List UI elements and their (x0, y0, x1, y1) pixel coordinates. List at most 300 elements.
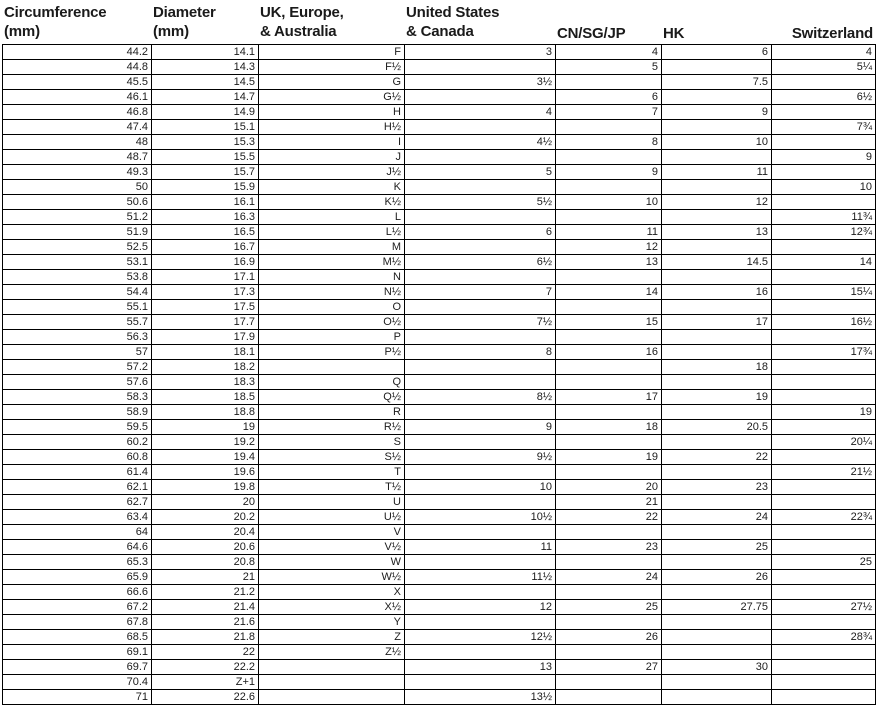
table-row (3, 360, 876, 375)
cell-circumference_mm: 64.6 (3, 540, 152, 555)
cell-diameter_mm: 15.7 (152, 165, 259, 180)
cell-diameter_mm: 15.9 (152, 180, 259, 195)
cell-uk_europe_australia: K (259, 180, 405, 195)
table-row (3, 600, 876, 615)
cell-us_canada (405, 405, 556, 420)
cell-circumference_mm: 67.8 (3, 615, 152, 630)
cell-diameter_mm: 16.9 (152, 255, 259, 270)
table-row (3, 285, 876, 300)
cell-uk_europe_australia: S (259, 435, 405, 450)
cell-diameter_mm: 16.1 (152, 195, 259, 210)
table-row (3, 180, 876, 195)
cell-uk_europe_australia: M½ (259, 255, 405, 270)
cell-diameter_mm: 18.3 (152, 375, 259, 390)
table-row (3, 195, 876, 210)
cell-diameter_mm: 17.7 (152, 315, 259, 330)
cell-diameter_mm: 14.1 (152, 45, 259, 60)
cell-us_canada: 7½ (405, 315, 556, 330)
cell-switzerland: 10 (772, 180, 876, 195)
cell-us_canada (405, 675, 556, 690)
cell-hk: 16 (662, 285, 772, 300)
cell-us_canada: 11½ (405, 570, 556, 585)
cell-switzerland (772, 570, 876, 585)
cell-hk (662, 645, 772, 660)
table-row (3, 510, 876, 525)
cell-diameter_mm: 16.7 (152, 240, 259, 255)
cell-cn_sg_jp: 14 (556, 285, 662, 300)
cell-circumference_mm: 59.5 (3, 420, 152, 435)
cell-cn_sg_jp (556, 690, 662, 705)
cell-hk (662, 120, 772, 135)
cell-diameter_mm: 21 (152, 570, 259, 585)
cell-hk: 19 (662, 390, 772, 405)
cell-hk: 26 (662, 570, 772, 585)
cell-hk (662, 180, 772, 195)
table-row (3, 210, 876, 225)
cell-switzerland (772, 270, 876, 285)
cell-cn_sg_jp (556, 675, 662, 690)
cell-circumference_mm: 49.3 (3, 165, 152, 180)
cell-uk_europe_australia: H (259, 105, 405, 120)
cell-uk_europe_australia: K½ (259, 195, 405, 210)
header-diameter (151, 0, 258, 44)
cell-us_canada: 5 (405, 165, 556, 180)
cell-switzerland (772, 240, 876, 255)
cell-circumference_mm: 71 (3, 690, 152, 705)
header-hk-label: HK (663, 25, 685, 42)
cell-circumference_mm: 58.3 (3, 390, 152, 405)
cell-switzerland: 17¾ (772, 345, 876, 360)
cell-switzerland: 14 (772, 255, 876, 270)
cell-uk_europe_australia: Q (259, 375, 405, 390)
table-row (3, 150, 876, 165)
cell-circumference_mm: 65.9 (3, 570, 152, 585)
cell-uk_europe_australia: J (259, 150, 405, 165)
table-row (3, 120, 876, 135)
cell-switzerland: 6½ (772, 90, 876, 105)
cell-cn_sg_jp: 16 (556, 345, 662, 360)
cell-switzerland (772, 300, 876, 315)
cell-circumference_mm: 48.7 (3, 150, 152, 165)
cell-us_canada (405, 465, 556, 480)
cell-us_canada: 3½ (405, 75, 556, 90)
header-cnsgjp-label: CN/SG/JP (557, 25, 626, 42)
header-circumference (2, 0, 151, 44)
cell-uk_europe_australia: P½ (259, 345, 405, 360)
cell-circumference_mm: 58.9 (3, 405, 152, 420)
cell-switzerland (772, 540, 876, 555)
cell-diameter_mm: 22.6 (152, 690, 259, 705)
cell-switzerland (772, 330, 876, 345)
cell-circumference_mm: 68.5 (3, 630, 152, 645)
cell-uk_europe_australia: Z (259, 630, 405, 645)
cell-diameter_mm: 18.5 (152, 390, 259, 405)
cell-hk (662, 525, 772, 540)
table-row (3, 105, 876, 120)
cell-cn_sg_jp (556, 585, 662, 600)
cell-cn_sg_jp (556, 270, 662, 285)
cell-diameter_mm: 22.2 (152, 660, 259, 675)
cell-uk_europe_australia: P (259, 330, 405, 345)
cell-hk (662, 615, 772, 630)
table-row (3, 300, 876, 315)
cell-circumference_mm: 57 (3, 345, 152, 360)
cell-switzerland (772, 105, 876, 120)
cell-circumference_mm: 56.3 (3, 330, 152, 345)
table-row (3, 450, 876, 465)
cell-switzerland: 25 (772, 555, 876, 570)
cell-switzerland: 22¾ (772, 510, 876, 525)
table-row (3, 255, 876, 270)
cell-switzerland: 7¾ (772, 120, 876, 135)
cell-uk_europe_australia: O (259, 300, 405, 315)
cell-hk (662, 330, 772, 345)
cell-hk: 6 (662, 45, 772, 60)
cell-uk_europe_australia: W½ (259, 570, 405, 585)
cell-cn_sg_jp (556, 465, 662, 480)
cell-switzerland (772, 660, 876, 675)
cell-switzerland (772, 675, 876, 690)
cell-cn_sg_jp (556, 525, 662, 540)
table-header-row (2, 0, 875, 44)
cell-us_canada (405, 180, 556, 195)
cell-us_canada: 4 (405, 105, 556, 120)
cell-uk_europe_australia: R½ (259, 420, 405, 435)
cell-uk_europe_australia: Z½ (259, 645, 405, 660)
cell-hk (662, 495, 772, 510)
cell-switzerland (772, 585, 876, 600)
cell-hk (662, 300, 772, 315)
cell-cn_sg_jp: 7 (556, 105, 662, 120)
cell-us_canada: 6 (405, 225, 556, 240)
table-row (3, 240, 876, 255)
cell-us_canada (405, 330, 556, 345)
cell-switzerland (772, 375, 876, 390)
cell-switzerland (772, 525, 876, 540)
cell-diameter_mm: 20.4 (152, 525, 259, 540)
cell-diameter_mm: 22 (152, 645, 259, 660)
cell-switzerland (772, 420, 876, 435)
cell-cn_sg_jp (556, 375, 662, 390)
cell-cn_sg_jp (556, 555, 662, 570)
cell-switzerland (772, 480, 876, 495)
cell-circumference_mm: 53.1 (3, 255, 152, 270)
header-us-line1: United States (406, 4, 500, 21)
cell-circumference_mm: 64 (3, 525, 152, 540)
cell-us_canada (405, 645, 556, 660)
cell-uk_europe_australia: T (259, 465, 405, 480)
cell-circumference_mm: 61.4 (3, 465, 152, 480)
cell-diameter_mm: 19 (152, 420, 259, 435)
cell-uk_europe_australia (259, 360, 405, 375)
cell-uk_europe_australia (259, 690, 405, 705)
cell-diameter_mm: 21.4 (152, 600, 259, 615)
cell-us_canada (405, 210, 556, 225)
cell-us_canada: 7 (405, 285, 556, 300)
cell-diameter_mm: 14.5 (152, 75, 259, 90)
cell-diameter_mm: 20.8 (152, 555, 259, 570)
cell-us_canada: 12½ (405, 630, 556, 645)
table-row (3, 390, 876, 405)
cell-circumference_mm: 47.4 (3, 120, 152, 135)
cell-uk_europe_australia: N (259, 270, 405, 285)
cell-circumference_mm: 62.7 (3, 495, 152, 510)
cell-uk_europe_australia (259, 660, 405, 675)
cell-hk: 24 (662, 510, 772, 525)
cell-switzerland: 28¾ (772, 630, 876, 645)
table-row (3, 330, 876, 345)
cell-cn_sg_jp (556, 75, 662, 90)
cell-switzerland (772, 195, 876, 210)
cell-hk: 17 (662, 315, 772, 330)
table-row (3, 315, 876, 330)
header-us-line2: & Canada (406, 23, 474, 40)
cell-cn_sg_jp (556, 645, 662, 660)
cell-hk (662, 585, 772, 600)
cell-uk_europe_australia: R (259, 405, 405, 420)
cell-circumference_mm: 60.2 (3, 435, 152, 450)
cell-cn_sg_jp: 17 (556, 390, 662, 405)
cell-us_canada (405, 60, 556, 75)
cell-hk: 22 (662, 450, 772, 465)
cell-uk_europe_australia: Y (259, 615, 405, 630)
cell-switzerland: 27½ (772, 600, 876, 615)
cell-uk_europe_australia: F (259, 45, 405, 60)
cell-us_canada: 4½ (405, 135, 556, 150)
cell-uk_europe_australia: V½ (259, 540, 405, 555)
cell-switzerland: 20¼ (772, 435, 876, 450)
cell-circumference_mm: 52.5 (3, 240, 152, 255)
cell-diameter_mm: 21.6 (152, 615, 259, 630)
cell-circumference_mm: 55.7 (3, 315, 152, 330)
cell-circumference_mm: 51.9 (3, 225, 152, 240)
cell-hk: 27.75 (662, 600, 772, 615)
cell-hk: 20.5 (662, 420, 772, 435)
cell-uk_europe_australia: G (259, 75, 405, 90)
cell-switzerland (772, 450, 876, 465)
table-row (3, 675, 876, 690)
cell-hk: 23 (662, 480, 772, 495)
cell-circumference_mm: 70.4 (3, 675, 152, 690)
table-row (3, 585, 876, 600)
cell-hk: 11 (662, 165, 772, 180)
cell-cn_sg_jp (556, 360, 662, 375)
cell-diameter_mm: 15.3 (152, 135, 259, 150)
cell-diameter_mm: 21.8 (152, 630, 259, 645)
cell-circumference_mm: 46.8 (3, 105, 152, 120)
cell-us_canada (405, 585, 556, 600)
cell-uk_europe_australia: S½ (259, 450, 405, 465)
table-row (3, 570, 876, 585)
cell-circumference_mm: 45.5 (3, 75, 152, 90)
cell-circumference_mm: 69.7 (3, 660, 152, 675)
cell-uk_europe_australia: O½ (259, 315, 405, 330)
cell-circumference_mm: 57.2 (3, 360, 152, 375)
cell-hk: 30 (662, 660, 772, 675)
cell-circumference_mm: 44.8 (3, 60, 152, 75)
cell-hk (662, 690, 772, 705)
cell-us_canada: 10 (405, 480, 556, 495)
cell-cn_sg_jp: 19 (556, 450, 662, 465)
cell-hk (662, 150, 772, 165)
table-row (3, 615, 876, 630)
cell-diameter_mm: 21.2 (152, 585, 259, 600)
cell-cn_sg_jp (556, 180, 662, 195)
cell-us_canada: 13 (405, 660, 556, 675)
cell-diameter_mm: 18.1 (152, 345, 259, 360)
cell-cn_sg_jp: 10 (556, 195, 662, 210)
cell-us_canada (405, 375, 556, 390)
cell-cn_sg_jp (556, 120, 662, 135)
table-row (3, 345, 876, 360)
cell-us_canada (405, 555, 556, 570)
cell-cn_sg_jp: 12 (556, 240, 662, 255)
table-row (3, 90, 876, 105)
table-body (3, 45, 876, 705)
cell-uk_europe_australia: U½ (259, 510, 405, 525)
cell-us_canada (405, 240, 556, 255)
cell-switzerland (772, 615, 876, 630)
table-row (3, 660, 876, 675)
cell-us_canada: 8½ (405, 390, 556, 405)
cell-cn_sg_jp: 4 (556, 45, 662, 60)
cell-us_canada: 9 (405, 420, 556, 435)
cell-cn_sg_jp: 15 (556, 315, 662, 330)
cell-hk (662, 630, 772, 645)
cell-diameter_mm: 18.8 (152, 405, 259, 420)
cell-hk (662, 435, 772, 450)
cell-uk_europe_australia: V (259, 525, 405, 540)
cell-diameter_mm: 16.5 (152, 225, 259, 240)
cell-cn_sg_jp: 24 (556, 570, 662, 585)
cell-hk (662, 465, 772, 480)
cell-diameter_mm: 19.8 (152, 480, 259, 495)
table-row (3, 165, 876, 180)
cell-circumference_mm: 60.8 (3, 450, 152, 465)
cell-cn_sg_jp (556, 435, 662, 450)
cell-cn_sg_jp: 5 (556, 60, 662, 75)
cell-cn_sg_jp (556, 615, 662, 630)
cell-diameter_mm: 20.2 (152, 510, 259, 525)
cell-hk: 7.5 (662, 75, 772, 90)
cell-cn_sg_jp: 22 (556, 510, 662, 525)
cell-diameter_mm: 17.9 (152, 330, 259, 345)
cell-uk_europe_australia: U (259, 495, 405, 510)
cell-us_canada (405, 615, 556, 630)
cell-cn_sg_jp (556, 405, 662, 420)
table-row (3, 420, 876, 435)
cell-hk (662, 345, 772, 360)
header-circumference-line2: (mm) (4, 23, 40, 40)
table-row (3, 630, 876, 645)
cell-cn_sg_jp (556, 330, 662, 345)
cell-switzerland: 16½ (772, 315, 876, 330)
table-row (3, 495, 876, 510)
cell-uk_europe_australia: T½ (259, 480, 405, 495)
table-row (3, 465, 876, 480)
cell-cn_sg_jp: 6 (556, 90, 662, 105)
cell-uk_europe_australia: H½ (259, 120, 405, 135)
cell-cn_sg_jp: 13 (556, 255, 662, 270)
ring-size-table (2, 44, 876, 705)
cell-diameter_mm: 20.6 (152, 540, 259, 555)
cell-circumference_mm: 48 (3, 135, 152, 150)
cell-uk_europe_australia: X½ (259, 600, 405, 615)
cell-switzerland: 19 (772, 405, 876, 420)
cell-hk: 12 (662, 195, 772, 210)
cell-cn_sg_jp (556, 210, 662, 225)
cell-hk (662, 270, 772, 285)
table-row (3, 60, 876, 75)
cell-us_canada (405, 360, 556, 375)
cell-switzerland: 4 (772, 45, 876, 60)
cell-switzerland (772, 690, 876, 705)
table-row (3, 270, 876, 285)
cell-diameter_mm: 17.1 (152, 270, 259, 285)
cell-diameter_mm: 19.2 (152, 435, 259, 450)
cell-cn_sg_jp: 18 (556, 420, 662, 435)
cell-uk_europe_australia (259, 675, 405, 690)
cell-diameter_mm: 19.6 (152, 465, 259, 480)
cell-uk_europe_australia: J½ (259, 165, 405, 180)
cell-switzerland: 5¼ (772, 60, 876, 75)
cell-circumference_mm: 54.4 (3, 285, 152, 300)
cell-diameter_mm: Z+1 (152, 675, 259, 690)
cell-switzerland: 11¾ (772, 210, 876, 225)
cell-cn_sg_jp: 9 (556, 165, 662, 180)
cell-uk_europe_australia: G½ (259, 90, 405, 105)
cell-hk: 25 (662, 540, 772, 555)
cell-circumference_mm: 67.2 (3, 600, 152, 615)
cell-diameter_mm: 15.1 (152, 120, 259, 135)
cell-cn_sg_jp (556, 300, 662, 315)
cell-circumference_mm: 51.2 (3, 210, 152, 225)
cell-uk_europe_australia: F½ (259, 60, 405, 75)
cell-switzerland: 15¼ (772, 285, 876, 300)
table-row (3, 435, 876, 450)
cell-diameter_mm: 14.9 (152, 105, 259, 120)
cell-us_canada (405, 525, 556, 540)
cell-cn_sg_jp: 27 (556, 660, 662, 675)
cell-circumference_mm: 57.6 (3, 375, 152, 390)
cell-uk_europe_australia: L½ (259, 225, 405, 240)
header-circumference-line1: Circumference (4, 4, 107, 21)
cell-us_canada: 5½ (405, 195, 556, 210)
cell-hk: 18 (662, 360, 772, 375)
header-us-canada (404, 0, 555, 44)
cell-switzerland (772, 360, 876, 375)
header-uk-europe-australia (258, 0, 404, 44)
cell-diameter_mm: 17.3 (152, 285, 259, 300)
cell-switzerland: 12¾ (772, 225, 876, 240)
header-switzerland-label: Switzerland (791, 25, 873, 42)
header-uk-line2: & Australia (260, 23, 337, 40)
cell-diameter_mm: 14.7 (152, 90, 259, 105)
cell-circumference_mm: 65.3 (3, 555, 152, 570)
cell-us_canada (405, 495, 556, 510)
table-row (3, 645, 876, 660)
table-row (3, 525, 876, 540)
cell-switzerland (772, 75, 876, 90)
table-row (3, 45, 876, 60)
cell-switzerland (772, 390, 876, 405)
cell-us_canada (405, 150, 556, 165)
cell-diameter_mm: 20 (152, 495, 259, 510)
cell-switzerland (772, 135, 876, 150)
cell-uk_europe_australia: W (259, 555, 405, 570)
cell-uk_europe_australia: Q½ (259, 390, 405, 405)
cell-cn_sg_jp: 21 (556, 495, 662, 510)
